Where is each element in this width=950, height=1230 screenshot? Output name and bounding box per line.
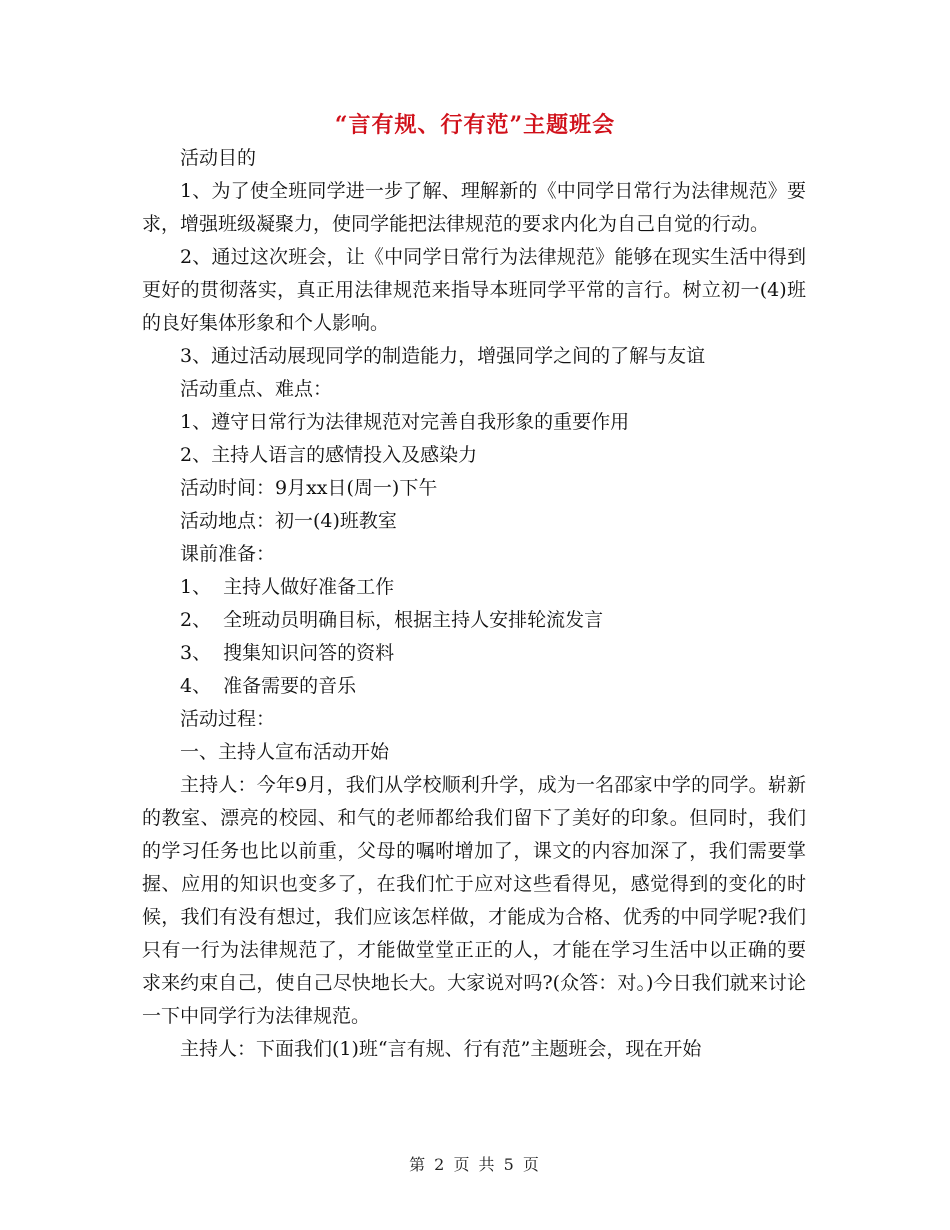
purpose-item-3: 3、通过活动展现同学的制造能力，增强同学之间的了解与友谊 (180, 345, 706, 367)
host-speech-2: 主持人：下面我们(1)班“言有规、行有范”主题班会，现在开始 (180, 1038, 702, 1060)
preparation-item-3: 3、 搜集知识问答的资料 (180, 642, 395, 664)
activity-place: 活动地点：初一(4)班教室 (180, 510, 397, 532)
preparation-item-1: 1、 主持人做好准备工作 (180, 576, 395, 598)
purpose-item-1: 1、为了使全班同学进一步了解、理解新的《中同学日常行为法律规范》要求，增强班级凝聚力，使同学能把法律规范的要求内化为自己自觉的行动。 (142, 180, 806, 235)
preparation-item-4: 4、 准备需要的音乐 (180, 675, 357, 697)
host-speech-1: 主持人：今年9月，我们从学校顺利升学，成为一名邵家中学的同学。崭新的教室、漂亮的校园、和气的老师都给我们留下了美好的印象。但同时，我们的学习任务也比以前重，父母的嘱咐增加了，课文的内容加深了，我们需要掌握、应用的知识也变多了，在我们忙于应对这些看得见，感觉得到的变化的时候，我们有没有想过，我们应该怎样做，才能成为合格、优秀的中同学呢?我们只有一行为法律规范了，才能做堂堂正正的人，才能在学习生活中以正确的要求来约束自己，使自己尽快地长大。大家说对吗?(众答：对。)今日我们就来讨论一下中同学行为法律规范。 (142, 774, 806, 1027)
process-step-1: 一、主持人宣布活动开始 (180, 741, 390, 763)
key-points-heading: 活动重点、难点： (180, 378, 333, 400)
preparation-item-2: 2、 全班动员明确目标，根据主持人安排轮流发言 (180, 609, 604, 631)
process-heading: 活动过程： (180, 708, 276, 730)
key-point-1: 1、遵守日常行为法律规范对完善自我形象的重要作用 (180, 411, 630, 433)
page-footer: 第 2 页 共 5 页 (409, 1155, 541, 1174)
document-body (142, 142, 806, 1066)
activity-time: 活动时间：9月xx日(周一)下午 (180, 477, 438, 499)
purpose-heading: 活动目的 (180, 147, 257, 169)
preparation-heading: 课前准备： (180, 543, 276, 565)
purpose-item-2: 2、通过这次班会，让《中同学日常行为法律规范》能够在现实生活中得到更好的贯彻落实，真正用法律规范来指导本班同学平常的言行。树立初一(4)班的良好集体形象和个人影响。 (142, 246, 806, 334)
key-point-2: 2、主持人语言的感情投入及感染力 (180, 444, 478, 466)
document-title: “言有规、行有范”主题班会 (334, 112, 616, 138)
